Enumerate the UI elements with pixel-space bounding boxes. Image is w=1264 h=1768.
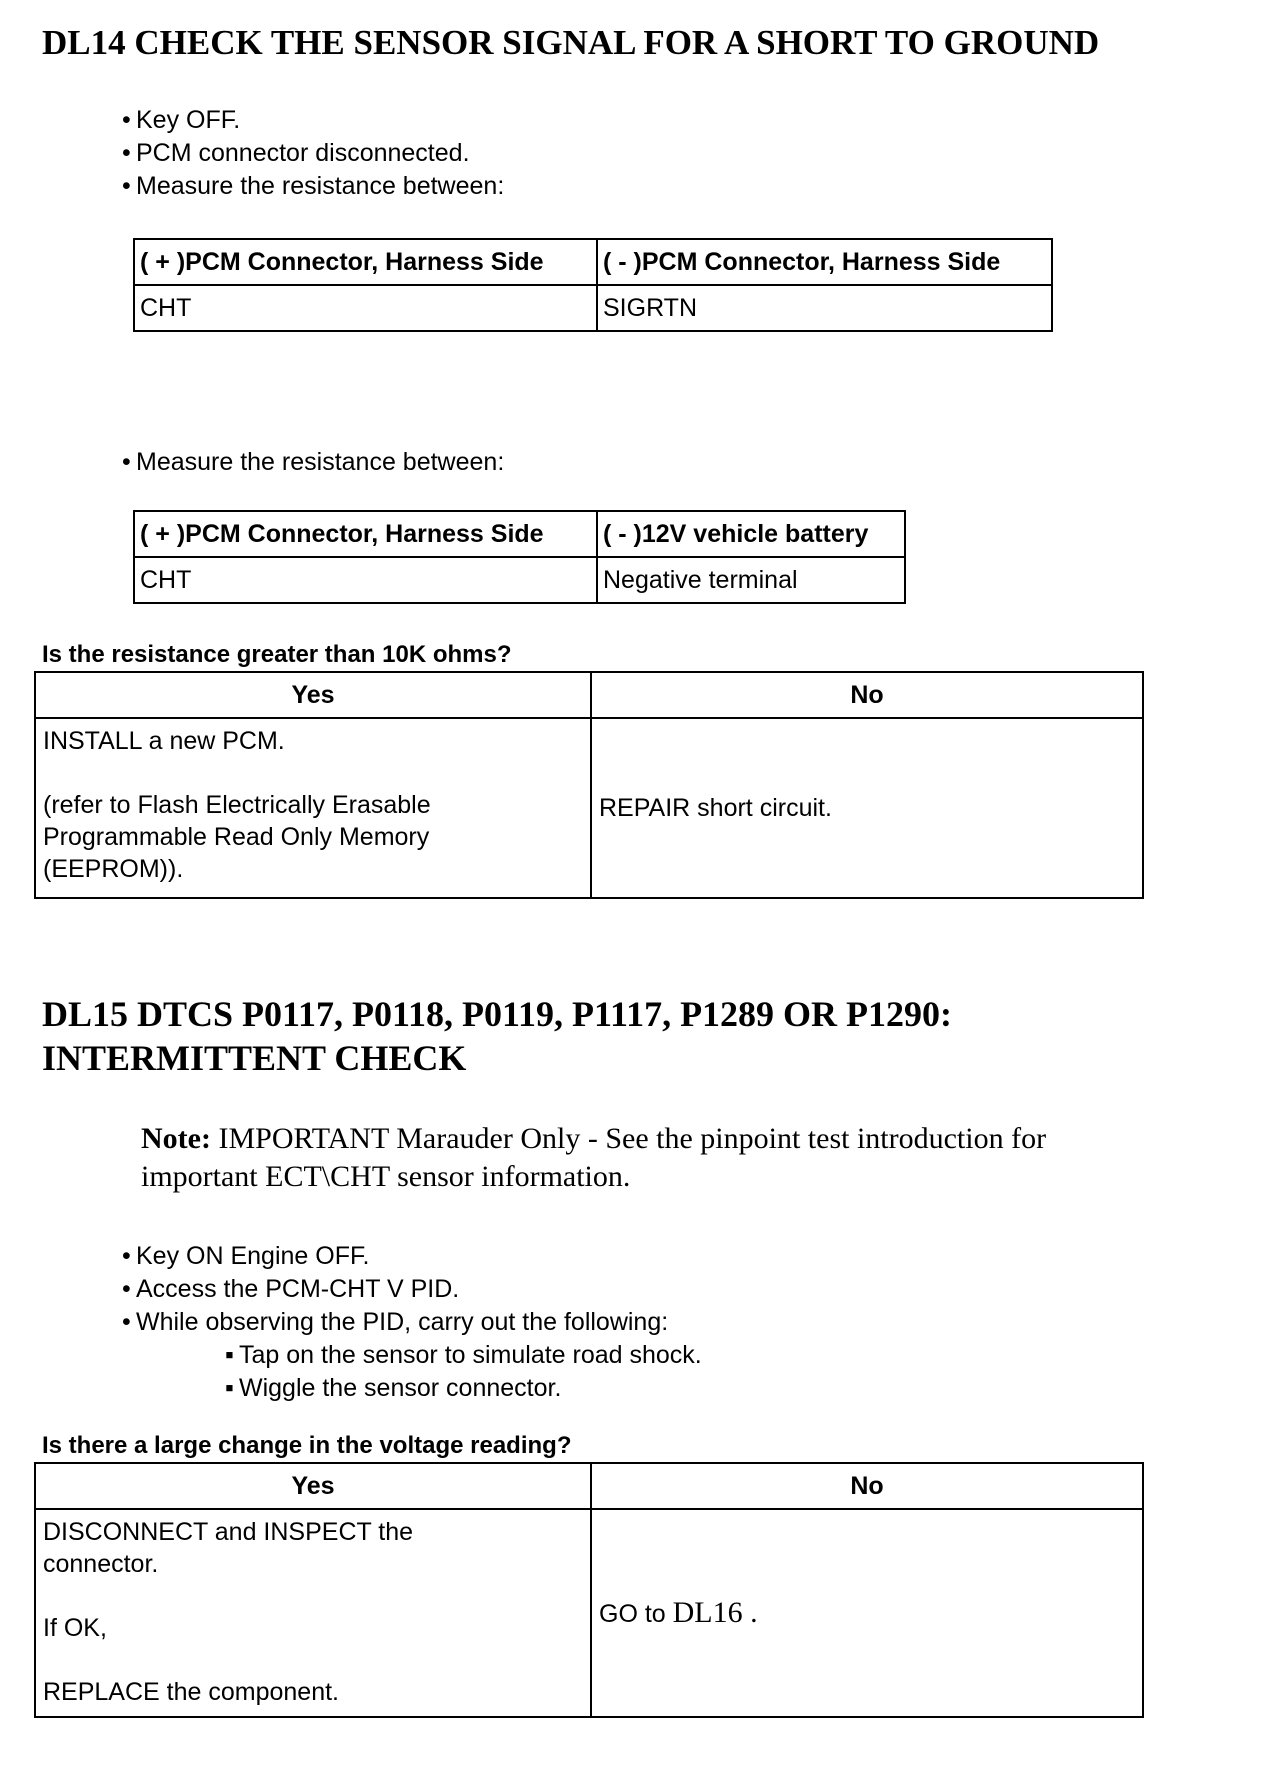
note-text: IMPORTANT Marauder Only - See the pinpoint test introduction for important ECT\CHT sensor information. bbox=[141, 1122, 1047, 1193]
yes-action: DISCONNECT and INSPECT the connector. bbox=[43, 1518, 414, 1578]
dl15-title-line-2: INTERMITTENT CHECK bbox=[42, 1038, 467, 1078]
dl15-note bbox=[141, 1120, 1151, 1196]
yes-reference: (refer to Flash Electrically Erasable Programmable Read Only Memory (EEPROM)). bbox=[43, 791, 431, 883]
no-cell bbox=[591, 1509, 1143, 1717]
bullet-icon: • bbox=[122, 1275, 131, 1303]
dl15-question: Is there a large change in the voltage reading? bbox=[42, 1432, 572, 1459]
bullet-icon: • bbox=[122, 1242, 131, 1270]
dl14-connector-table-2 bbox=[133, 510, 906, 604]
table-cell: Negative terminal bbox=[597, 557, 905, 603]
bullet-icon: • bbox=[122, 1308, 131, 1336]
list-item: ▪ Tap on the sensor to simulate road shock. bbox=[225, 1339, 702, 1372]
list-item: • Measure the resistance between: bbox=[122, 446, 504, 479]
no-cell: REPAIR short circuit. bbox=[591, 718, 1143, 898]
square-bullet-icon: ▪ bbox=[225, 1341, 234, 1369]
square-bullet-icon: ▪ bbox=[225, 1374, 234, 1402]
table-row bbox=[35, 1509, 1143, 1717]
table-cell: SIGRTN bbox=[597, 285, 1052, 331]
table-cell: CHT bbox=[134, 557, 597, 603]
yes-action: INSTALL a new PCM. bbox=[43, 727, 285, 755]
bullet-icon: • bbox=[122, 139, 131, 167]
dl16-link[interactable]: DL16 . bbox=[672, 1595, 758, 1629]
table-header-cell: ( + )PCM Connector, Harness Side bbox=[134, 239, 597, 285]
no-text: GO to bbox=[599, 1599, 673, 1628]
yes-cell bbox=[35, 718, 591, 898]
yes-condition: If OK, bbox=[43, 1614, 107, 1642]
list-item: • While observing the PID, carry out the following: bbox=[122, 1306, 668, 1339]
dl14-question: Is the resistance greater than 10K ohms? bbox=[42, 641, 512, 668]
dl14-result-table bbox=[34, 671, 1144, 899]
dl14-bullet-list bbox=[122, 104, 504, 203]
table-header-cell: ( - )PCM Connector, Harness Side bbox=[597, 239, 1052, 285]
bullet-icon: • bbox=[122, 448, 131, 476]
table-row bbox=[35, 718, 1143, 898]
list-item: • Key OFF. bbox=[122, 104, 504, 137]
table-cell: CHT bbox=[134, 285, 597, 331]
no-header: No bbox=[591, 672, 1143, 718]
bullet-icon: • bbox=[122, 172, 131, 200]
dl15-title-line-1: DL15 DTCS P0117, P0118, P0119, P1117, P1289 OR P1290: bbox=[42, 994, 953, 1034]
dl15-bullet-list bbox=[122, 1240, 668, 1339]
table-row bbox=[134, 557, 905, 603]
list-item: • PCM connector disconnected. bbox=[122, 137, 504, 170]
yes-header: Yes bbox=[35, 1463, 591, 1509]
list-item: • Access the PCM-CHT V PID. bbox=[122, 1273, 668, 1306]
dl14-connector-table-1 bbox=[133, 238, 1053, 332]
yes-replace: REPLACE the component. bbox=[43, 1678, 339, 1706]
dl14-bullet-list-2 bbox=[122, 446, 504, 479]
list-item: ▪ Wiggle the sensor connector. bbox=[225, 1372, 702, 1405]
bullet-icon: • bbox=[122, 106, 131, 134]
yes-header: Yes bbox=[35, 672, 591, 718]
dl15-sub-bullet-list bbox=[225, 1339, 702, 1405]
yes-cell bbox=[35, 1509, 591, 1717]
list-item: • Measure the resistance between: bbox=[122, 170, 504, 203]
note-label: Note: bbox=[141, 1122, 211, 1155]
dl15-result-table bbox=[34, 1462, 1144, 1718]
table-row bbox=[134, 285, 1052, 331]
dl14-title: DL14 CHECK THE SENSOR SIGNAL FOR A SHORT TO GROUND bbox=[42, 23, 1100, 62]
table-header-cell: ( - )12V vehicle battery bbox=[597, 511, 905, 557]
list-item: • Key ON Engine OFF. bbox=[122, 1240, 668, 1273]
no-header: No bbox=[591, 1463, 1143, 1509]
table-header-cell: ( + )PCM Connector, Harness Side bbox=[134, 511, 597, 557]
